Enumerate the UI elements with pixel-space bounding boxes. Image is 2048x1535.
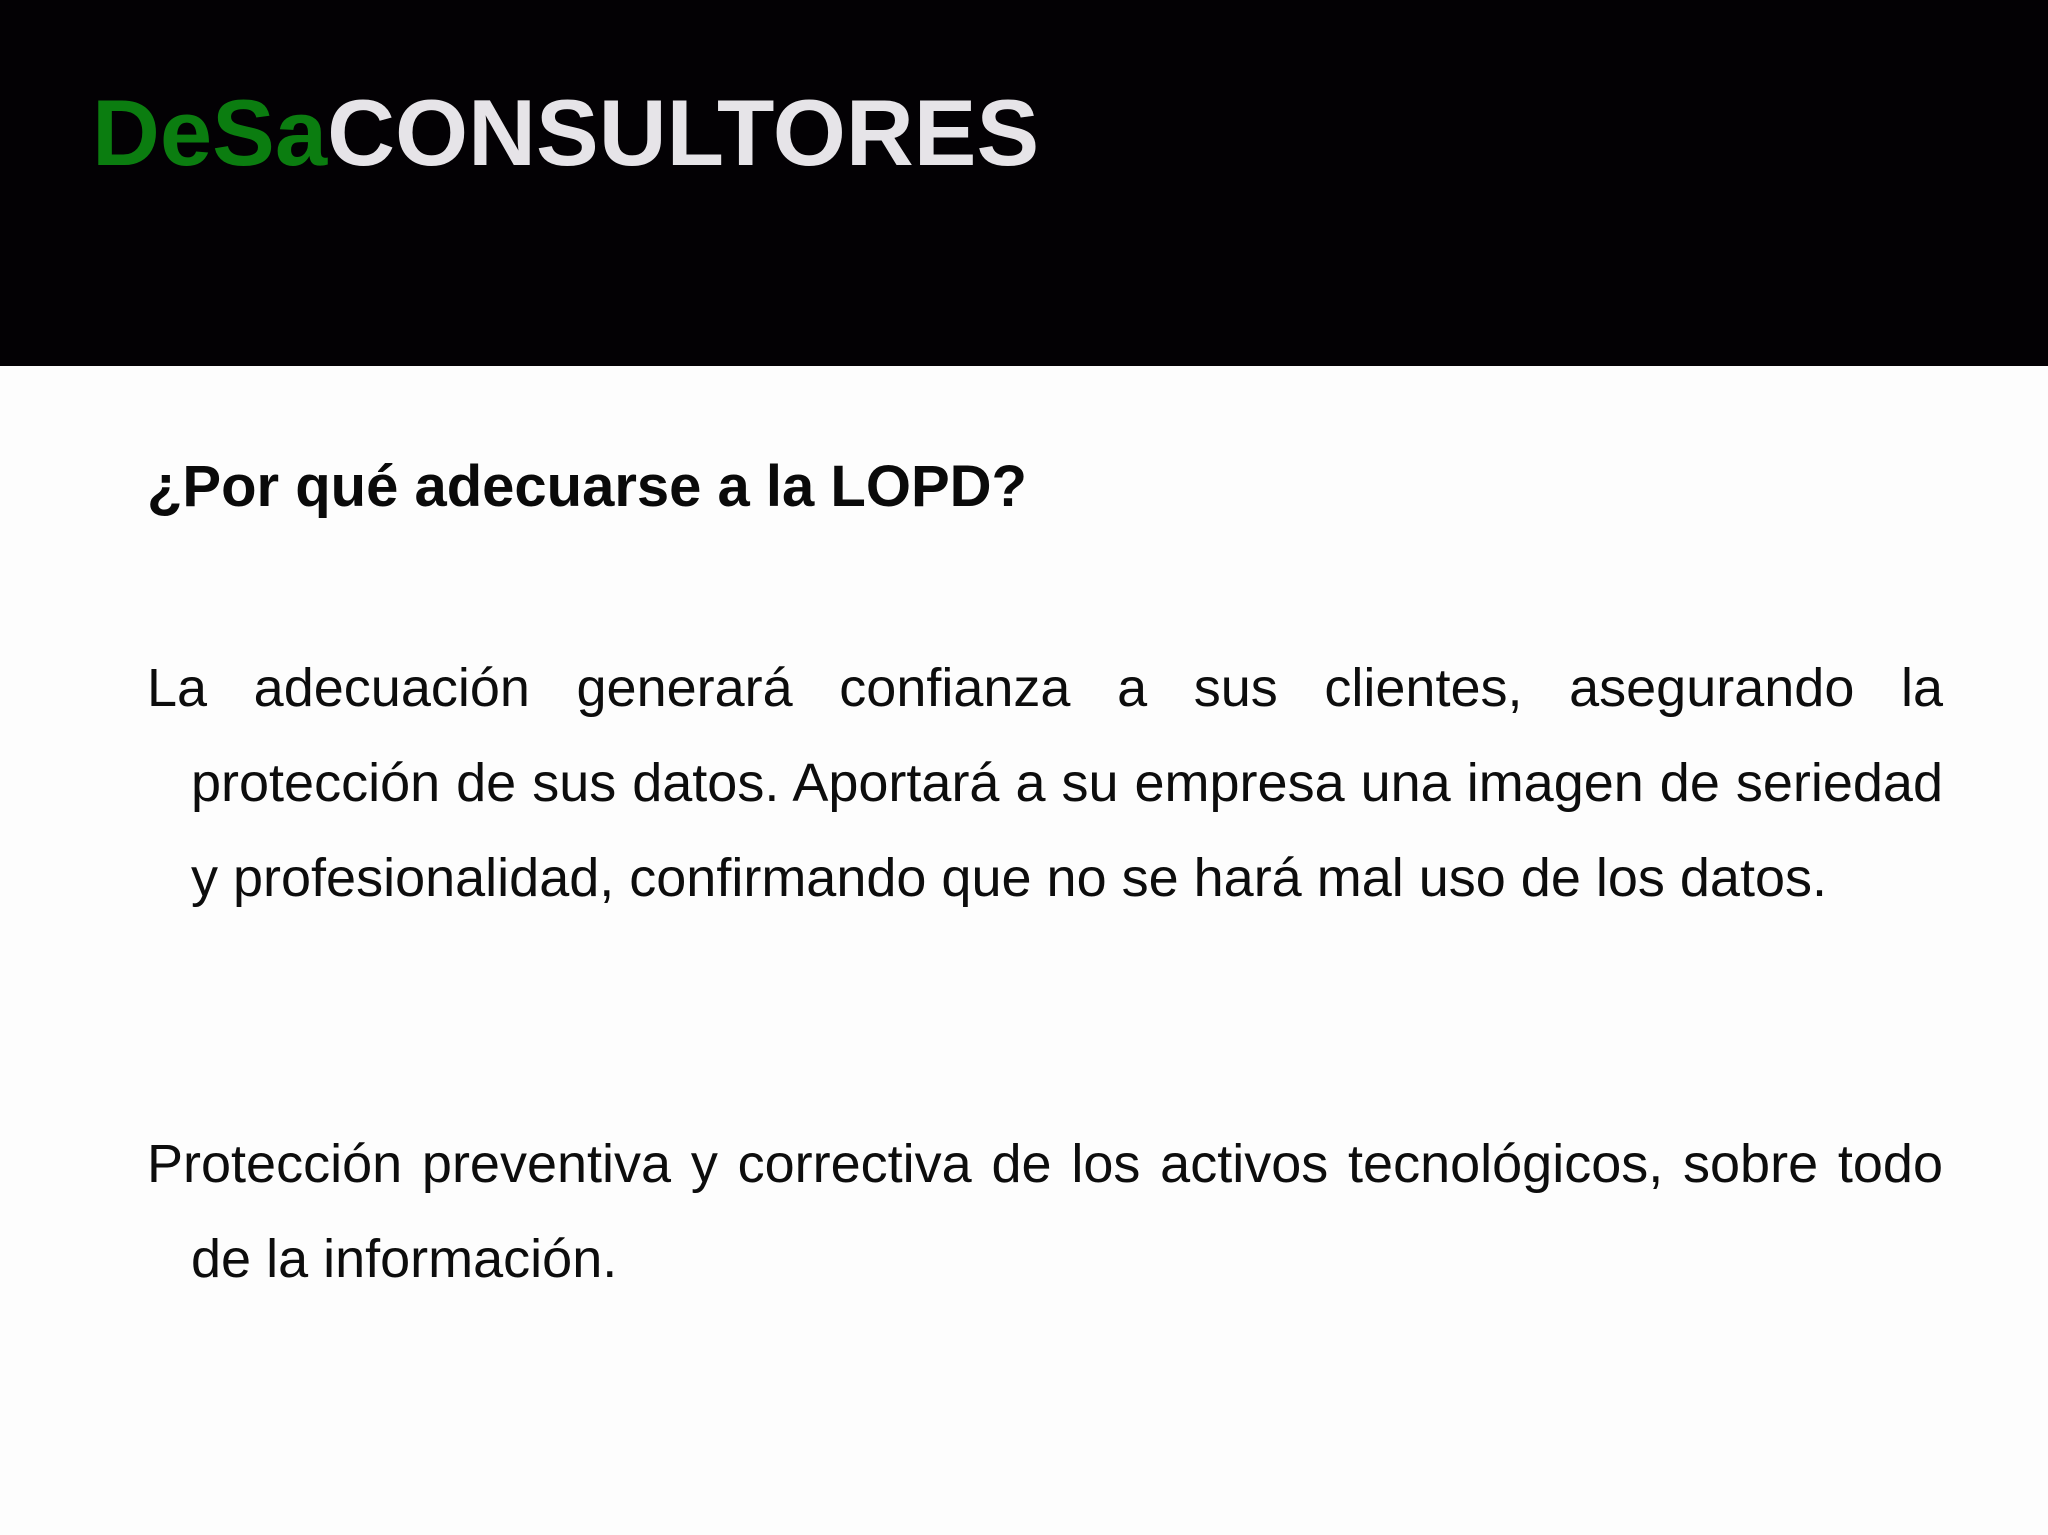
brand-logo bbox=[92, 78, 1039, 188]
brand-prefix: DeSa bbox=[92, 80, 328, 185]
slide-question: ¿Por qué adecuarse a la LOPD? bbox=[147, 454, 1027, 519]
paragraph-benefits: La adecuación generará confianza a sus clientes, asegurando la protección de sus datos. Aportará a su empresa una imagen de seriedad y profesionalidad, confirmando que no se hará mal uso de los datos. bbox=[147, 658, 1943, 908]
paragraph-protection: Protección preventiva y correctiva de los activos tecnológicos, sobre todo de la información. bbox=[147, 1134, 1943, 1289]
brand-suffix: CONSULTORES bbox=[327, 80, 1040, 185]
header-banner bbox=[0, 0, 2048, 366]
